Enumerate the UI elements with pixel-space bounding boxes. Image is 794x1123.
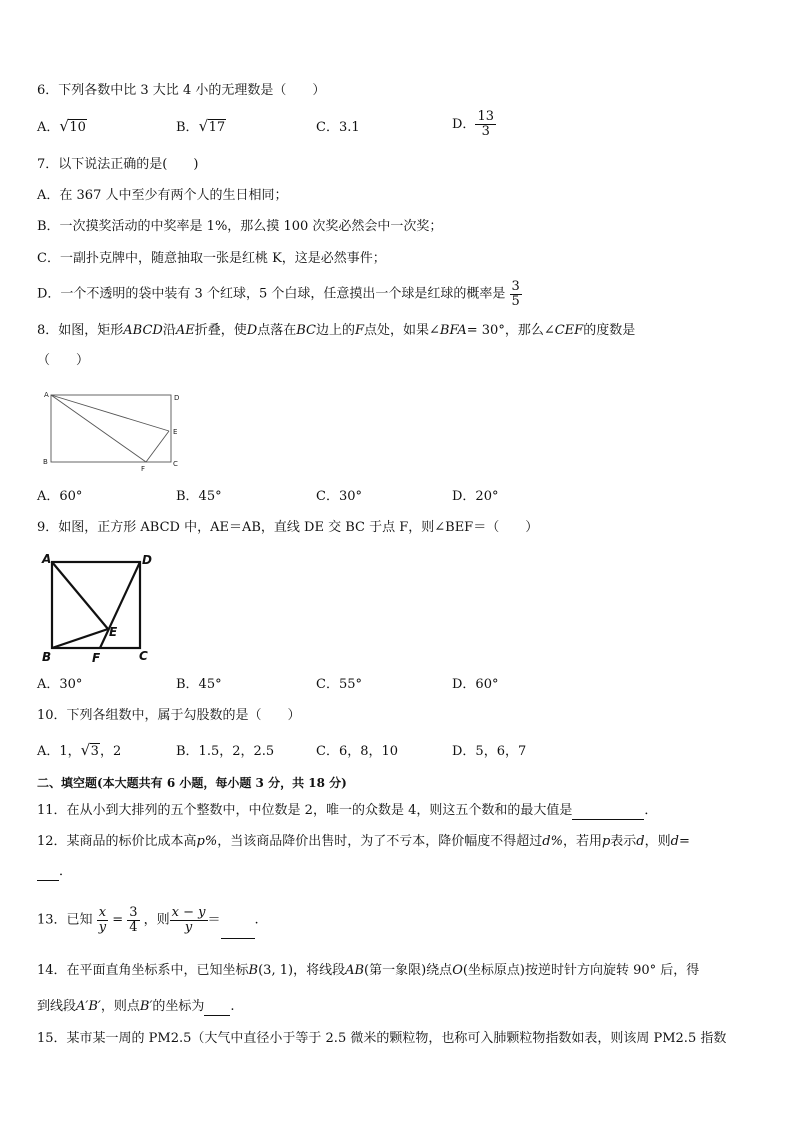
q8-option-c: C．30° bbox=[316, 489, 362, 504]
q6-stem: 6．下列各数中比 3 大比 4 小的无理数是（ ） bbox=[37, 83, 326, 98]
q8-option-b: B．45° bbox=[176, 489, 222, 504]
q14-stem-line1: 14．在平面直角坐标系中，已知坐标B(3, 1)，将线段AB(第一象限)绕点O(坐标原点)按逆时针方向旋转 90° 后，得 bbox=[37, 963, 700, 978]
q11-answer-blank[interactable] bbox=[572, 803, 644, 820]
q7-option-a: A．在 367 人中至少有两个人的生日相同； bbox=[37, 188, 288, 203]
q9-figure bbox=[36, 550, 161, 665]
q7-option-c: C．一副扑克牌中，随意抽取一张是红桃 K，这是必然事件； bbox=[37, 251, 386, 266]
q9-option-c: C．55° bbox=[316, 677, 362, 692]
q8-option-d: D．20° bbox=[452, 489, 499, 504]
q9-label-a: A bbox=[42, 552, 52, 566]
q14-stem-line2: 到线段A′B′，则点B′的坐标为 . bbox=[37, 999, 235, 1014]
q7-stem: 7．以下说法正确的是( ) bbox=[37, 157, 199, 172]
q8-label-b: B bbox=[43, 458, 48, 466]
q9-label-d: D bbox=[142, 553, 152, 567]
q8-option-a: A．60° bbox=[37, 489, 83, 504]
q15-stem: 15．某市某一周的 PM2.5（大气中直径小于等于 2.5 微米的颗粒物，也称可入肺颗粒物指数如表，则该周 PM2.5 指数 bbox=[37, 1031, 727, 1046]
q10-option-c: C．6，8，10 bbox=[316, 744, 399, 759]
q9-option-b: B．45° bbox=[176, 677, 222, 692]
q9-option-a: A．30° bbox=[37, 677, 83, 692]
q12-answer-blank[interactable] bbox=[37, 864, 59, 881]
q12-stem: 12．某商品的标价比成本高p%，当该商品降价出售时，为了不亏本，降价幅度不得超过d%，若用p表示d，则d= bbox=[37, 834, 690, 849]
q6-option-b: B． √ 17 bbox=[176, 117, 226, 135]
q13-stem: 13．已知 $\frac{x}{y}$ = $\frac{3}{4}$ ，则 $\frac{x - y}{y}$ ＝ . bbox=[37, 902, 259, 939]
q8-label-a: A bbox=[44, 391, 49, 399]
q10-stem: 10．下列各组数中，属于勾股数的是（ ） bbox=[37, 708, 301, 723]
q6-option-c: C．3.1 bbox=[316, 120, 360, 135]
q8-paren: （ ） bbox=[37, 353, 90, 368]
q7-option-d: D．一个不透明的袋中装有 3 个红球，5 个白球，任意摸出一个球是红球的概率是 $\frac{3}{5}$ bbox=[37, 279, 520, 309]
q10-option-d: D．5，6，7 bbox=[452, 744, 527, 759]
q9-label-c: C bbox=[139, 649, 148, 663]
q9-label-b: B bbox=[42, 650, 52, 664]
q9-label-f: F bbox=[92, 651, 101, 665]
q8-label-f: F bbox=[141, 465, 146, 472]
q8-label-e: E bbox=[173, 428, 178, 436]
q6-option-a: A． √ 10 bbox=[37, 117, 86, 135]
q8-label-d: D bbox=[174, 394, 180, 402]
q13-answer-blank[interactable] bbox=[221, 902, 255, 939]
section-fill-in-heading: 二、填空题(本大题共有 6 小题，每小题 3 分，共 18 分) bbox=[37, 776, 347, 790]
q9-label-e: E bbox=[109, 625, 118, 639]
q11-stem: 11．在从小到大排列的五个整数中，中位数是 2，唯一的众数是 4，则这五个数和的最大值是 ． bbox=[37, 803, 658, 818]
q6-option-d: D． $\frac{13}{3}$ bbox=[452, 109, 494, 139]
q14-answer-blank[interactable] bbox=[204, 999, 230, 1016]
q8-figure bbox=[38, 386, 188, 472]
q9-stem: 9．如图，正方形 ABCD 中，AE＝AB，直线 DE 交 BC 于点 F，则∠BEF＝（ ） bbox=[37, 520, 539, 535]
q10-option-a: A．1， √ 3，2 bbox=[37, 741, 122, 759]
q10-option-b: B．1.5，2，2.5 bbox=[176, 744, 275, 759]
q9-option-d: D．60° bbox=[452, 677, 499, 692]
q8-stem: 8．如图，矩形ABCD沿AE折叠，使D点落在BC边上的F点处，如果∠BFA= 30°，那么∠CEF的度数是 bbox=[37, 323, 636, 338]
q12-answer-line: ． bbox=[37, 864, 72, 881]
q8-label-c: C bbox=[173, 460, 178, 468]
q7-option-b: B．一次摸奖活动的中奖率是 1%，那么摸 100 次奖必然会中一次奖； bbox=[37, 219, 443, 234]
